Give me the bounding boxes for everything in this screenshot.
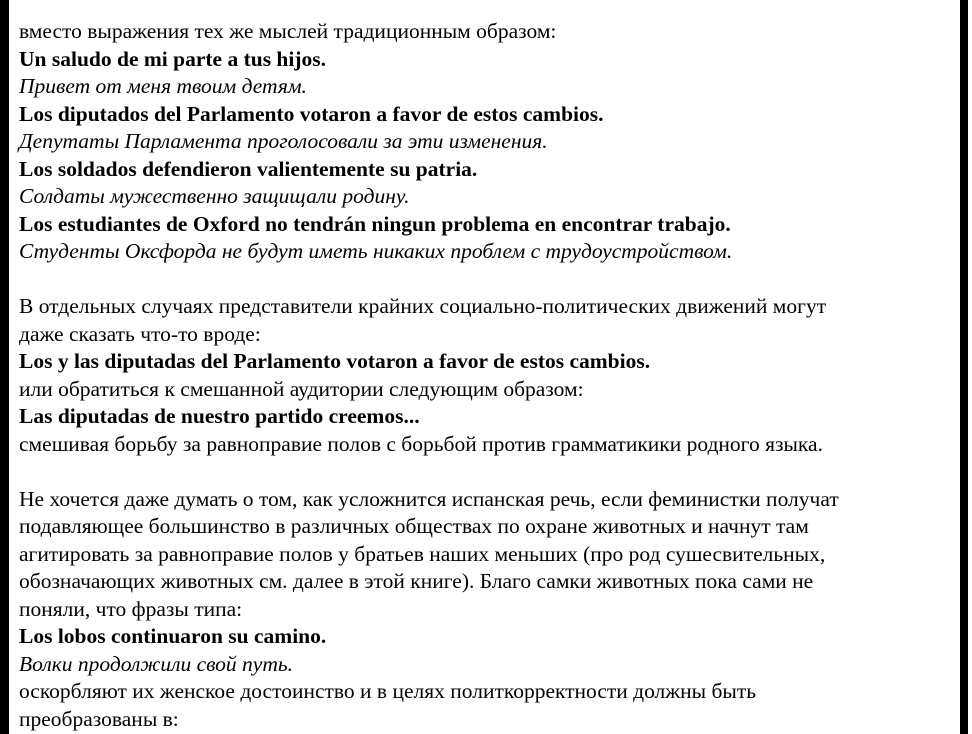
spanish-example: Los soldados defendieron valientemente su patria.	[19, 156, 478, 181]
page-border-right	[960, 0, 968, 734]
text-line: агитировать за равноправие полов у братьев наших меньших (про род сушесвительных,	[19, 541, 826, 566]
blank-line	[19, 458, 954, 486]
text-line: Не хочется даже думать о том, как усложнится испанская речь, если феминистки получат	[19, 486, 839, 511]
spanish-example: Los lobos continuaron su camino.	[19, 624, 327, 648]
page-border-left	[0, 0, 9, 734]
russian-translation: Депутаты Парламента проголосовали за эти изменения.	[19, 129, 548, 153]
spanish-example: Los y las diputadas del Parlamento votaron a favor de estos cambios.	[19, 349, 651, 373]
text-line: преобразованы в:	[19, 706, 179, 731]
russian-translation: Привет от меня твоим детям.	[19, 74, 307, 98]
blank-line	[19, 266, 954, 294]
text-line: или обратиться к смешанной аудитории следующим образом:	[19, 376, 584, 401]
spanish-example: Las diputadas de nuestro partido creemos...	[19, 404, 420, 428]
text-line: подавляющее большинство в различных обществах по охране животных и начнут там	[19, 514, 809, 538]
document-text	[19, 18, 954, 733]
russian-translation: Студенты Оксфорда не будут иметь никаких проблем с трудоустройством.	[19, 239, 733, 263]
text-line: оскорбляют их женское достоинство и в целях политкорректности должны быть	[19, 679, 757, 703]
spanish-example: Los estudiantes de Oxford no tendrán ningun problema en encontrar trabajo.	[19, 211, 731, 236]
text-line: поняли, что фразы типа:	[19, 596, 243, 621]
spanish-example: Los diputados del Parlamento votaron a favor de estos cambios.	[19, 101, 604, 126]
text-line: даже сказать что-то вроде:	[19, 321, 261, 346]
russian-translation: Волки продолжили свой путь.	[19, 651, 294, 676]
text-line: обозначающих животных см. далее в этой книге). Благо самки животных пока сами не	[19, 569, 814, 593]
text-line: В отдельных случаях представители крайних социально-политических движений могут	[19, 294, 827, 318]
spanish-example: Un saludo de mi parte a tus hijos.	[19, 46, 327, 71]
text-line: вместо выражения тех же мыслей традиционным образом:	[19, 19, 557, 43]
russian-translation: Солдаты мужественно защищали родину.	[19, 184, 410, 208]
text-line: смешивая борьбу за равноправие полов с борьбой против грамматикики родного языка.	[19, 431, 823, 456]
